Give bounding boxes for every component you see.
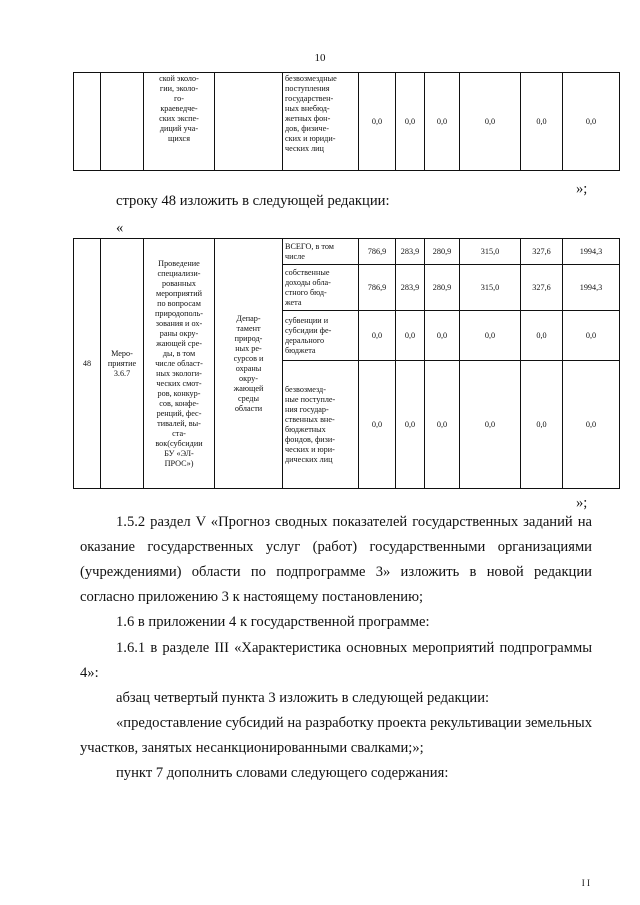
funding-source-cell: собственные доходы обла- стного бюд- жета xyxy=(283,265,359,311)
paragraph-1-5-2: 1.5.2 раздел V «Прогноз сводных показателей государственных заданий на оказание государственных услуг (работ) государственными организациями (учреждениями) области по подпрограмме 3» изложить в новой редакции согласно приложению 3 к настоящему постановлению; xyxy=(80,514,592,605)
closing-quote: »; xyxy=(576,181,588,197)
value-cell: 327,6 xyxy=(521,265,563,311)
value-cell: 0,0 xyxy=(460,311,521,361)
opening-quote: « xyxy=(116,220,124,236)
row-number-cell: 48 xyxy=(74,239,101,489)
value-cell: 0,0 xyxy=(521,361,563,489)
value-cell: 280,9 xyxy=(425,265,460,311)
value-cell: 0,0 xyxy=(563,73,620,171)
paragraph-1-6: 1.6 в приложении 4 к государственной программе: xyxy=(116,614,430,630)
value-cell: 0,0 xyxy=(425,311,460,361)
value-cell: 0,0 xyxy=(425,73,460,171)
funding-source-cell: субвенции и субсидии фе- дерального бюджета xyxy=(283,311,359,361)
closing-quote: »; xyxy=(576,495,588,511)
value-cell: 0,0 xyxy=(563,311,620,361)
table-row-48 xyxy=(73,238,620,489)
value-cell: 0,0 xyxy=(563,361,620,489)
measure-name-cell: Проведение специализи- рованных мероприятий по вопросам природополь- зования и ох- раны окру- жающей сре- ды, в том числе област- ных экологи- ческих смот- ров, конкур- сов, конфе- ренций, фес- тивалей, вы- ста- вок(субсидии БУ «ЭЛ- ПРОС») xyxy=(144,239,215,489)
value-cell: 0,0 xyxy=(396,73,425,171)
paragraph-abzac: абзац четвертый пункта 3 изложить в следующей редакции: xyxy=(116,690,490,706)
value-cell: 786,9 xyxy=(359,265,396,311)
value-cell: 786,9 xyxy=(359,239,396,265)
measure-name-cell: ской эколо- гии, эколо- го- краеведче- ских экспе- диций уча- щихся xyxy=(144,73,215,171)
value-cell: 0,0 xyxy=(359,73,396,171)
value-cell: 0,0 xyxy=(359,311,396,361)
responsible-dept-cell: Депар- тамент природ- ных ре- сурсов и охраны окру- жающей среды области xyxy=(215,239,283,489)
measure-number-cell: Меро- приятие 3.6.7 xyxy=(101,239,144,489)
footer-mark: I I xyxy=(581,878,590,888)
cell-empty xyxy=(74,73,101,171)
value-cell: 0,0 xyxy=(460,361,521,489)
value-cell: 315,0 xyxy=(460,239,521,265)
cell-empty xyxy=(101,73,144,171)
funding-source-cell: безвозмездные поступления государствен- ных внебюд- жетных фон- дов, физиче- ских и юриди- ческих лиц xyxy=(283,73,359,171)
table-fragment-top xyxy=(73,72,620,171)
cell-empty xyxy=(215,73,283,171)
value-cell: 280,9 xyxy=(425,239,460,265)
value-cell: 0,0 xyxy=(396,311,425,361)
value-cell: 0,0 xyxy=(359,361,396,489)
funding-source-cell: безвозмезд- ные поступле- ния государ- ственных вне- бюджетных фондов, физи- ческих и юри- дических лиц xyxy=(283,361,359,489)
page-number: 10 xyxy=(314,52,326,64)
value-cell: 283,9 xyxy=(396,265,425,311)
funding-source-cell: ВСЕГО, в том числе xyxy=(283,239,359,265)
value-cell: 0,0 xyxy=(460,73,521,171)
value-cell: 0,0 xyxy=(521,73,563,171)
value-cell: 315,0 xyxy=(460,265,521,311)
paragraph-1-6-1: 1.6.1 в разделе III «Характеристика основных мероприятий подпрограммы 4»: xyxy=(80,640,592,681)
instruction-line-48: строку 48 изложить в следующей редакции: xyxy=(116,193,390,209)
value-cell: 0,0 xyxy=(425,361,460,489)
value-cell: 0,0 xyxy=(521,311,563,361)
value-cell: 0,0 xyxy=(396,361,425,489)
value-cell: 327,6 xyxy=(521,239,563,265)
paragraph-quote: «предоставление субсидий на разработку проекта рекультивации земельных участков, занятых несанкционированными свалками;»; xyxy=(80,715,592,756)
value-cell: 1994,3 xyxy=(563,265,620,311)
paragraph-punkt-7: пункт 7 дополнить словами следующего содержания: xyxy=(116,765,449,781)
value-cell: 1994,3 xyxy=(563,239,620,265)
value-cell: 283,9 xyxy=(396,239,425,265)
